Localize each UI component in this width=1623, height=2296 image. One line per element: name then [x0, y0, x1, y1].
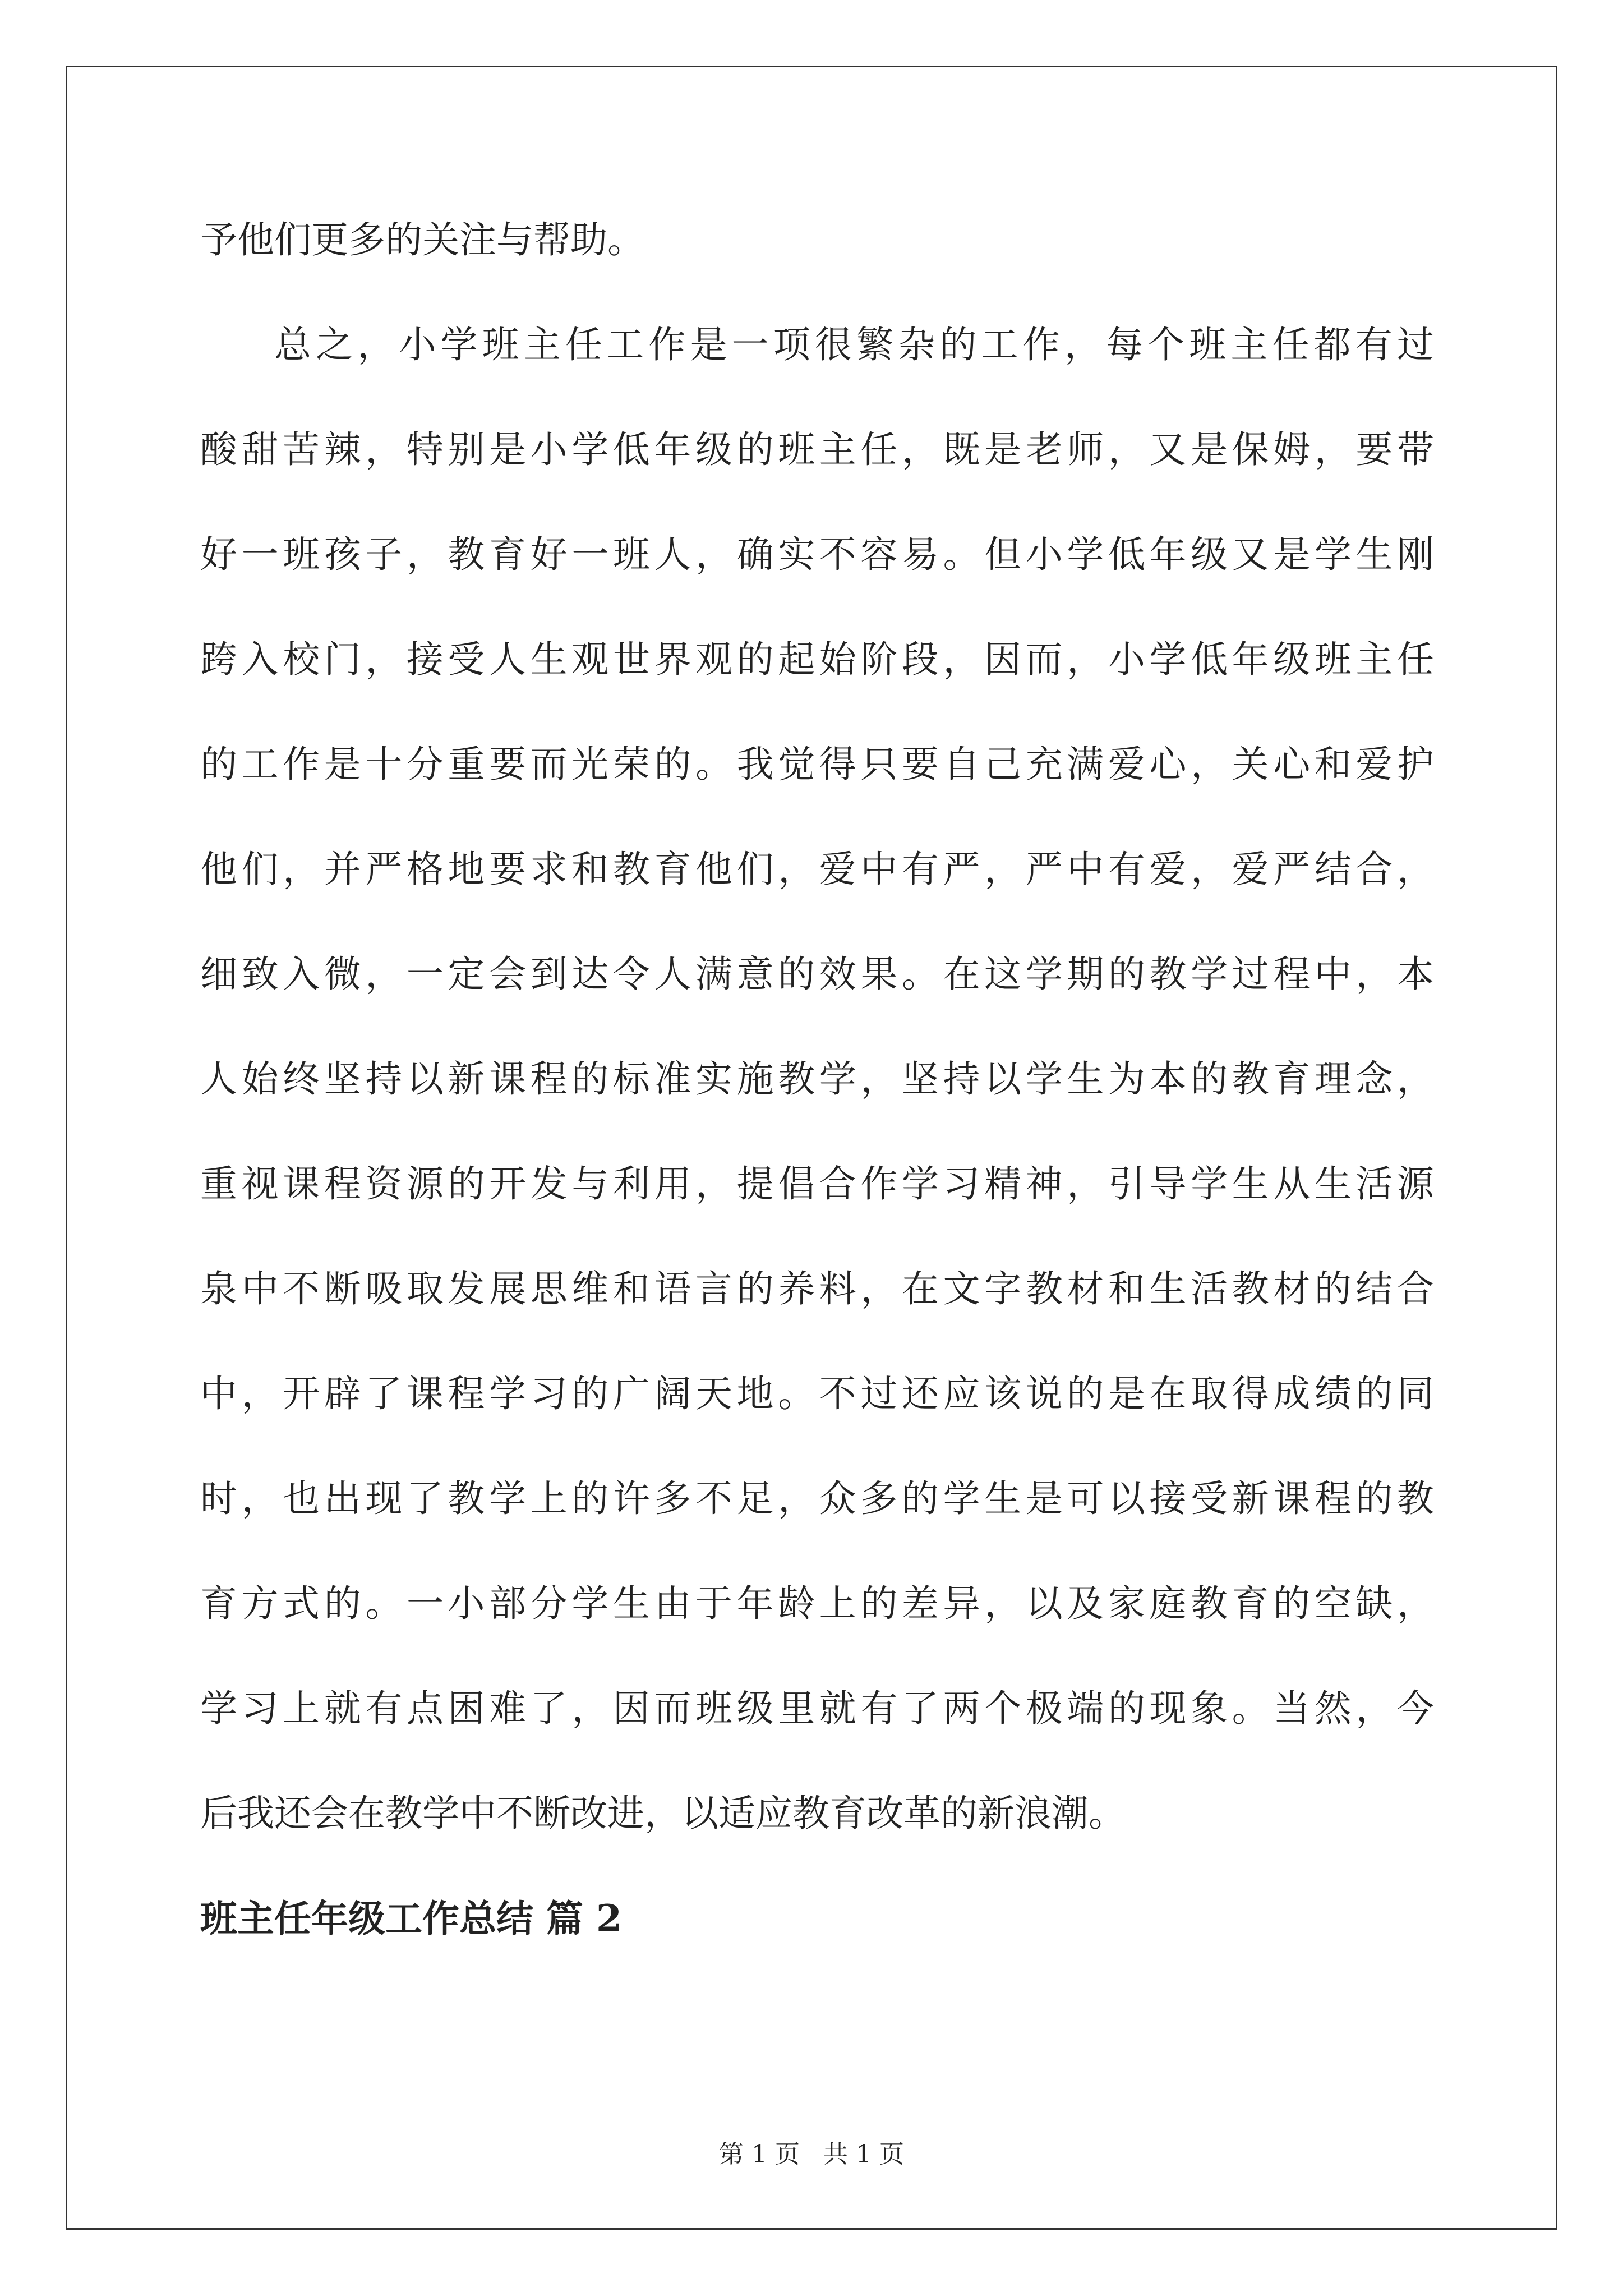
- page-footer: [0, 2138, 1623, 2171]
- paragraph-line: 后我还会在教学中不断改进，以适应教育改革的新浪潮。: [200, 1792, 1126, 1835]
- paragraph-line: 细致入微，一定会到达令人满意的效果。在这学期的教学过程中，本: [200, 953, 1434, 996]
- paragraph-line: 时，也出现了教学上的许多不足，众多的学生是可以接受新课程的教: [200, 1477, 1434, 1520]
- paragraph-line: 他们，并严格地要求和教育他们，爱中有严，严中有爱，爱严结合，: [200, 848, 1434, 891]
- paragraph-line: 酸甜苦辣，特别是小学低年级的班主任，既是老师，又是保姆，要带: [200, 428, 1434, 471]
- paragraph-line: 人始终坚持以新课程的标准实施教学，坚持以学生为本的教育理念，: [200, 1057, 1434, 1101]
- continued-text-line: 予他们更多的关注与帮助。: [200, 218, 644, 261]
- paragraph-line: 总之，小学班主任工作是一项很繁杂的工作，每个班主任都有过: [274, 323, 1434, 366]
- document-body: [200, 212, 1434, 1947]
- paragraph-line: 好一班孩子，教育好一班人，确实不容易。但小学低年级又是学生刚: [200, 533, 1434, 576]
- paragraph-line: 泉中不断吸取发展思维和语言的养料，在文字教材和生活教材的结合: [200, 1267, 1434, 1310]
- paragraph: [200, 317, 1434, 1842]
- paragraph-line: 跨入校门，接受人生观世界观的起始阶段，因而，小学低年级班主任: [200, 638, 1434, 681]
- page-number: 第 1 页: [719, 2140, 800, 2169]
- paragraph-line: 重视课程资源的开发与利用，提倡合作学习精神，引导学生从生活源: [200, 1162, 1434, 1205]
- page-total: 共 1 页: [823, 2140, 904, 2169]
- paragraph-line: 育方式的。一小部分学生由于年龄上的差异，以及家庭教育的空缺，: [200, 1582, 1434, 1625]
- paragraph-line: 中，开辟了课程学习的广阔天地。不过还应该说的是在取得成绩的同: [200, 1372, 1434, 1415]
- paragraph-line: 学习上就有点困难了，因而班级里就有了两个极端的现象。当然，今: [200, 1687, 1434, 1730]
- section-heading: 班主任年级工作总结 篇 2: [200, 1897, 622, 1940]
- paragraph-line: 的工作是十分重要而光荣的。我觉得只要自己充满爱心，关心和爱护: [200, 743, 1434, 786]
